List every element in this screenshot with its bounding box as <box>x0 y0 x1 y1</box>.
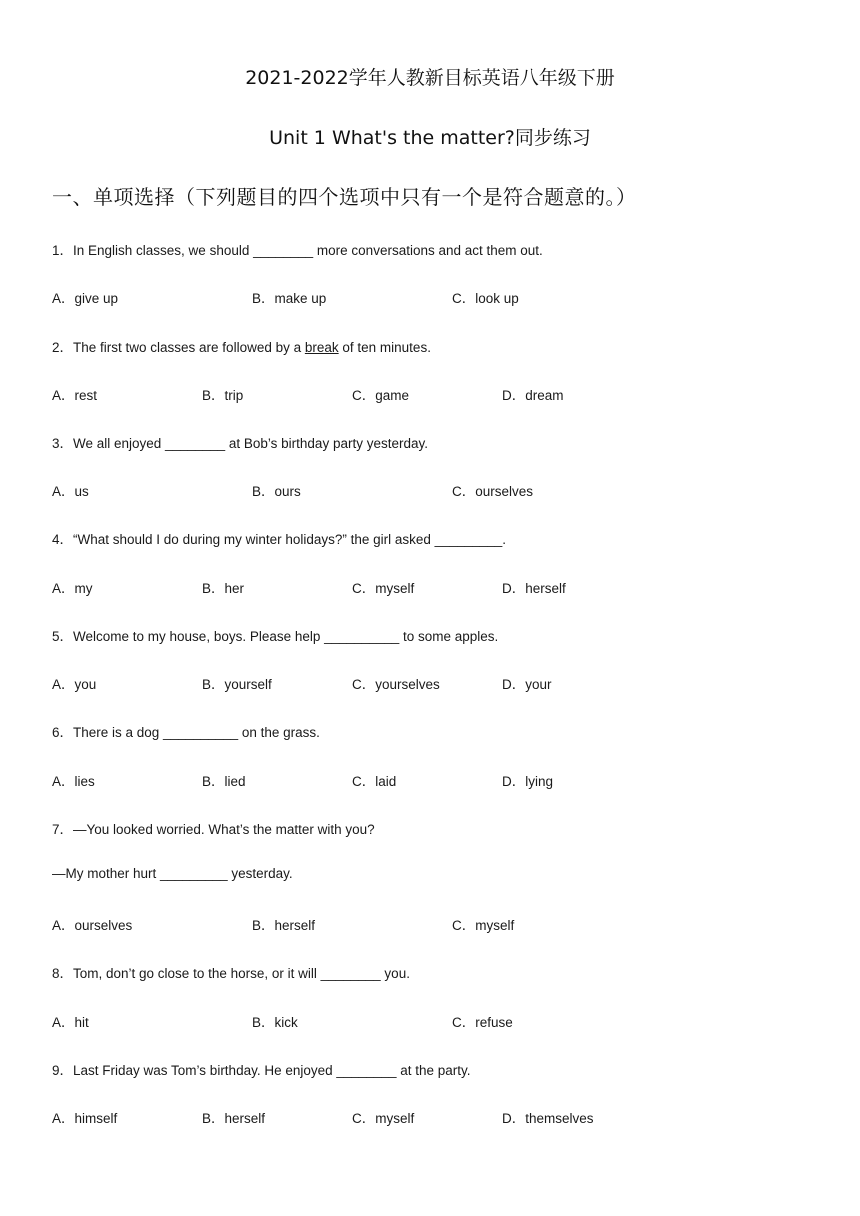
document-title: 2021-2022学年人教新目标英语八年级下册 <box>245 67 615 89</box>
question-1-option-b[interactable]: B．make up <box>252 291 327 306</box>
question-5-stem: 5．Welcome to my house, boys. Please help __________ to some apples. <box>52 629 499 644</box>
question-1-option-c[interactable]: C．look up <box>452 291 519 306</box>
question-9-option-a[interactable]: A．himself <box>52 1111 118 1126</box>
question-1-options <box>52 287 812 307</box>
question-3-option-b[interactable]: B．ours <box>252 484 301 499</box>
question-8-option-c[interactable]: C．refuse <box>452 1015 513 1030</box>
question-2-stem-pre: 2．The first two classes are followed by a <box>52 340 305 355</box>
question-2-options <box>52 384 812 404</box>
question-3-option-a[interactable]: A．us <box>52 484 89 499</box>
question-8-option-a[interactable]: A．hit <box>52 1015 89 1030</box>
question-9-option-c[interactable]: C．myself <box>352 1111 415 1126</box>
question-2-option-d[interactable]: D．dream <box>502 388 564 403</box>
question-1-option-a[interactable]: A．give up <box>52 291 119 306</box>
document-subtitle: Unit 1 What's the matter?同步练习 <box>269 127 591 149</box>
question-4-options <box>52 577 812 597</box>
question-6-options <box>52 770 812 790</box>
question-4-option-c[interactable]: C．myself <box>352 581 415 596</box>
question-4-option-a[interactable]: A．my <box>52 581 93 596</box>
question-7-stem-line2: —My mother hurt _________ yesterday. <box>52 866 293 881</box>
question-2-underlined-word: break <box>304 340 339 355</box>
question-9-stem: 9．Last Friday was Tom’s birthday. He enjoyed ________ at the party. <box>52 1063 471 1078</box>
question-4-option-d[interactable]: D．herself <box>502 581 566 596</box>
question-5-options <box>52 673 812 693</box>
question-7-option-c[interactable]: C．myself <box>452 918 515 933</box>
question-6-stem: 6．There is a dog __________ on the grass. <box>52 725 320 740</box>
question-5-option-c[interactable]: C．yourselves <box>352 677 440 692</box>
question-9-options <box>52 1107 812 1127</box>
question-8-options <box>52 1011 812 1031</box>
question-1-stem: 1．In English classes, we should ________ more conversations and act them out. <box>52 243 543 258</box>
question-7-options <box>52 914 812 934</box>
section-heading: 一、单项选择（下列题目的四个选项中只有一个是符合题意的。） <box>52 185 637 209</box>
question-7-option-a[interactable]: A．ourselves <box>52 918 133 933</box>
question-7-option-b[interactable]: B．herself <box>252 918 316 933</box>
question-6-option-a[interactable]: A．lies <box>52 774 95 789</box>
question-2-option-c[interactable]: C．game <box>352 388 410 403</box>
question-2-option-b[interactable]: B．trip <box>202 388 244 403</box>
question-5-option-a[interactable]: A．you <box>52 677 97 692</box>
question-6-option-b[interactable]: B．lied <box>202 774 246 789</box>
question-8-option-b[interactable]: B．kick <box>252 1015 298 1030</box>
question-6-option-d[interactable]: D．lying <box>502 774 554 789</box>
question-3-stem: 3．We all enjoyed ________ at Bob’s birthday party yesterday. <box>52 436 428 451</box>
question-9-option-d[interactable]: D．themselves <box>502 1111 594 1126</box>
question-4-option-b[interactable]: B．her <box>202 581 245 596</box>
question-4-stem: 4．“What should I do during my winter holidays?” the girl asked _________. <box>52 532 507 547</box>
question-9-option-b[interactable]: B．herself <box>202 1111 266 1126</box>
question-2-option-a[interactable]: A．rest <box>52 388 98 403</box>
question-3-option-c[interactable]: C．ourselves <box>452 484 534 499</box>
question-3-options <box>52 480 812 500</box>
question-2-stem <box>52 336 431 356</box>
question-8-stem: 8．Tom, don’t go close to the horse, or it will ________ you. <box>52 966 410 981</box>
question-6-option-c[interactable]: C．laid <box>352 774 397 789</box>
question-5-option-d[interactable]: D．your <box>502 677 552 692</box>
question-2-stem-post: of ten minutes. <box>338 340 431 355</box>
question-7-stem: 7．—You looked worried. What’s the matter with you? <box>52 822 375 837</box>
question-5-option-b[interactable]: B．yourself <box>202 677 272 692</box>
